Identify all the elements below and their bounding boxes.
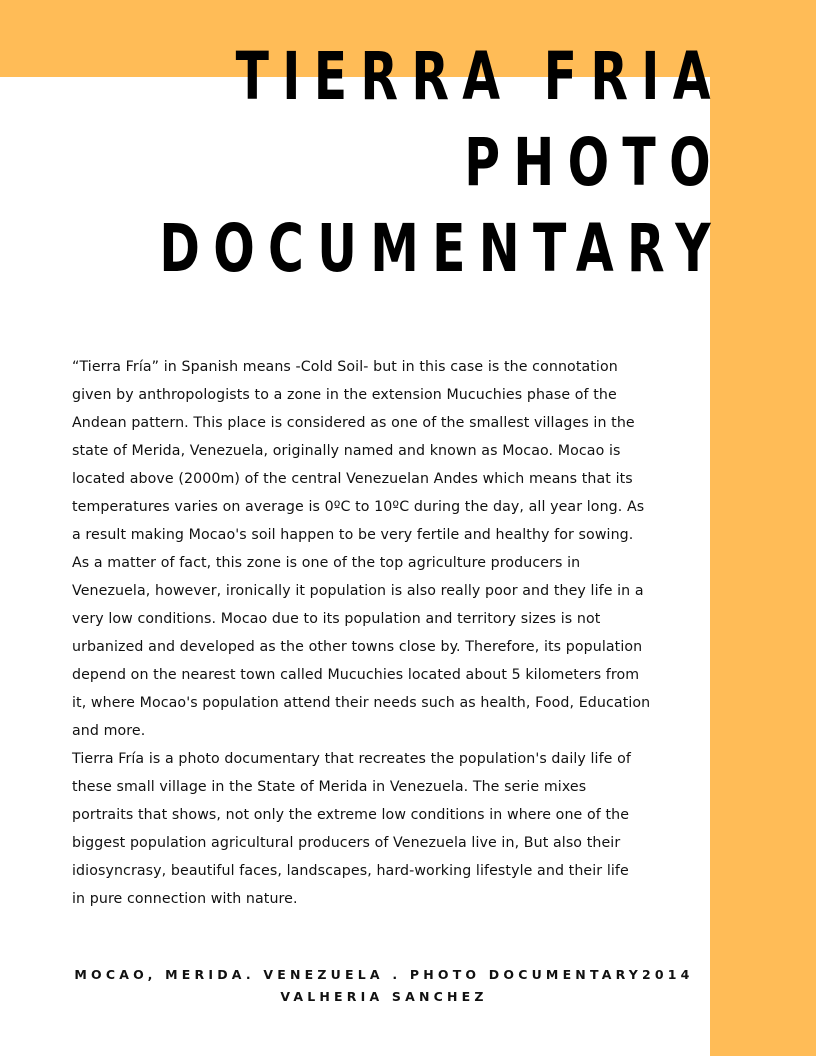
text-line: depend on the nearest town called Mucuchies located about 5 kilometers from — [72, 667, 640, 683]
title-line-2: PHOTO — [464, 124, 724, 201]
text-line: Andean pattern. This place is considered as one of the smallest villages in the — [72, 415, 635, 431]
paragraph-1 — [72, 353, 672, 745]
text-line: urbanized and developed as the other towns close by. Therefore, its population — [72, 639, 643, 655]
text-line: it, where Mocao's population attend their needs such as health, Food, Education — [72, 695, 651, 711]
text-line: Venezuela, however, ironically it population is also really poor and they life in a — [72, 583, 644, 599]
text-line: “Tierra Fría” in Spanish means -Cold Soil- but in this case is the connotation — [72, 359, 618, 375]
title-line-1: TIERRA FRIA — [235, 38, 724, 115]
footer — [40, 964, 728, 1008]
paragraph-2 — [72, 745, 672, 913]
text-line: biggest population agricultural producers of Venezuela live in, But also their — [72, 835, 621, 851]
body-text — [72, 353, 672, 913]
text-line: As a matter of fact, this zone is one of the top agriculture producers in — [72, 555, 581, 571]
text-line: and more. — [72, 723, 146, 739]
text-line: very low conditions. Mocao due to its population and territory sizes is not — [72, 611, 601, 627]
text-line: state of Merida, Venezuela, originally named and known as Mocao. Mocao is — [72, 443, 621, 459]
text-line: in pure connection with nature. — [72, 891, 298, 907]
text-line: idiosyncrasy, beautiful faces, landscapes, hard-working lifestyle and their life — [72, 863, 629, 879]
footer-location-line: MOCAO, MERIDA. VENEZUELA . PHOTO DOCUMENTARY2014 — [74, 967, 694, 982]
text-line: temperatures varies on average is 0ºC to 10ºC during the day, all year long. As — [72, 499, 645, 515]
text-line: Tierra Fría is a photo documentary that recreates the population's daily life of — [72, 751, 631, 767]
text-line: located above (2000m) of the central Venezuelan Andes which means that its — [72, 471, 633, 487]
right-accent-band — [710, 0, 816, 1056]
page-title — [159, 34, 724, 292]
text-line: given by anthropologists to a zone in the extension Mucuchies phase of the — [72, 387, 617, 403]
title-line-3: DOCUMENTARY — [159, 210, 724, 287]
text-line: these small village in the State of Merida in Venezuela. The serie mixes — [72, 779, 587, 795]
text-line: a result making Mocao's soil happen to be very fertile and healthy for sowing. — [72, 527, 634, 543]
text-line: portraits that shows, not only the extreme low conditions in where one of the — [72, 807, 630, 823]
footer-author-line: VALHERIA SANCHEZ — [280, 989, 488, 1004]
